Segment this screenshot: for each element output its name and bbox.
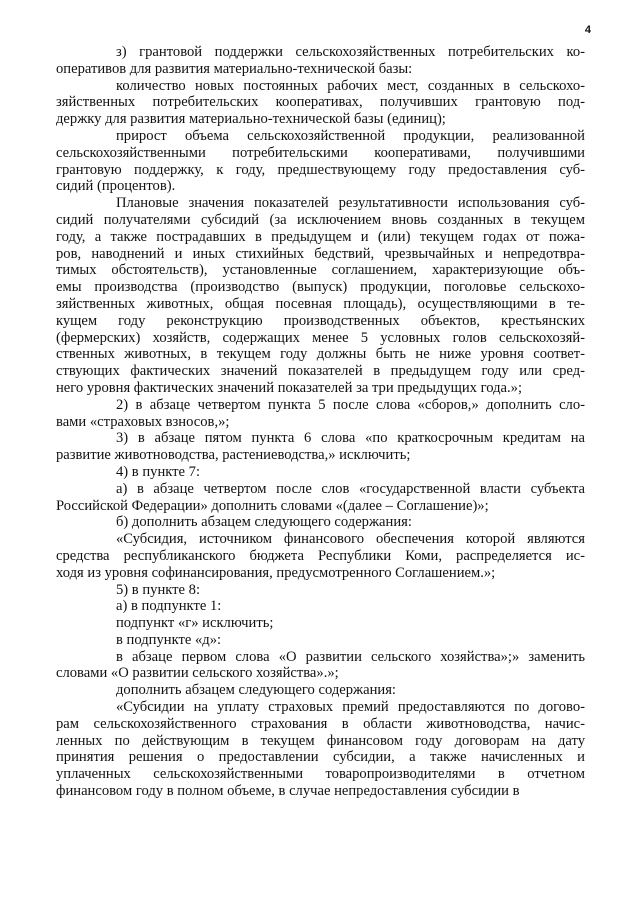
paragraph (86, 464, 585, 481)
paragraph (56, 531, 585, 581)
text-line: оперативов для развития материально-технической базы: (56, 60, 413, 77)
paragraph (56, 195, 585, 397)
text-line: в подпункте «д»: (116, 631, 222, 648)
text-line: подпункт «г» исключить; (116, 615, 274, 632)
text-line: зяйственных потребительских кооперативах, получивших грантовую под- (56, 94, 585, 111)
paragraph (56, 430, 585, 464)
text-line: словами «О развитии сельского хозяйства».»; (56, 665, 339, 682)
text-line: ленных по действующим в текущем финансовом году договорам на дату (56, 732, 585, 749)
text-line: сидий (процентов). (56, 178, 176, 195)
text-line: ров, наводнений и иных стихийных бедствий, чрезвычайных и непредотвра- (56, 245, 585, 262)
text-line: сидий получателями субсидий (за исключением вновь созданных в текущем (56, 211, 585, 228)
paragraph (86, 615, 585, 632)
text-line: рам сельскохозяйственного страхования в области животноводства, начис- (56, 715, 585, 732)
text-line: финансовом году в полном объеме, в случае непредоставления субсидии в (56, 783, 520, 800)
text-line: сельскохозяйственными потребительскими кооперативами, получившими (56, 144, 585, 161)
text-line: 5) в пункте 8: (116, 581, 201, 598)
text-line: грантовую поддержку, к году, предшествующему году предоставления суб- (56, 161, 585, 178)
paragraph (56, 77, 585, 128)
text-line: дополнить абзацем следующего содержания: (116, 682, 396, 699)
text-line: «Субсидия, источником финансового обеспечения которой являются (116, 531, 585, 548)
text-line: принятия решения о предоставлении субсидии, а также начисленных и (56, 749, 585, 766)
text-line: развитие животноводства, растениеводства,» исключить; (56, 447, 411, 464)
text-line: средства республиканского бюджета Республики Коми, распределяется ис- (56, 547, 585, 564)
text-line: ственных животных, в текущем году должны быть не ниже уровня соответ- (56, 346, 585, 363)
paragraph (56, 127, 585, 195)
paragraph (56, 699, 585, 800)
text-line: Плановые значения показателей результативности использования суб- (116, 195, 585, 212)
text-line: (фермерских) хозяйств, содержащих менее 5 условных голов сельскохозяй- (56, 329, 585, 346)
page-number: 4 (584, 24, 591, 36)
text-line: 2) в абзаце четвертом пункта 5 после слова «сборов,» дополнить сло- (116, 396, 585, 413)
paragraph (86, 514, 585, 531)
text-line: кущем году реконструкцию производственных объектов, крестьянских (56, 312, 585, 329)
text-line: него уровня фактических значений показателей за три предыдущих года.»; (56, 379, 523, 396)
paragraph (56, 396, 585, 431)
text-line: а) в абзаце четвертом после слов «государственной власти субъекта (116, 480, 585, 497)
text-line: ходя из уровня софинансирования, предусмотренного Соглашением.»; (56, 564, 496, 581)
text-line: прирост объема сельскохозяйственной продукции, реализованной (116, 127, 585, 144)
text-line: з) грантовой поддержки сельскохозяйственных потребительских ко- (116, 44, 585, 60)
text-line: количество новых постоянных рабочих мест, созданных в сельскохо- (116, 77, 585, 94)
text-line: 3) в абзаце пятом пункта 6 слова «по краткосрочным кредитам на (116, 430, 585, 447)
paragraph (86, 632, 585, 649)
text-line: зяйственных животных, общая посевная площадь), осуществляющими в те- (56, 295, 585, 312)
paragraph (86, 598, 585, 615)
paragraph (56, 480, 585, 515)
paragraph (86, 582, 585, 599)
text-line: Российской Федерации» дополнить словами «(далее – Соглашение)»; (56, 497, 489, 514)
text-line: вами «страховых взносов,»; (56, 413, 230, 430)
text-line: уплаченных сельскохозяйственными товаропроизводителями в отчетном (56, 766, 585, 783)
text-line: году, а также пострадавших в предыдущем и (или) текущем годах от пожа- (56, 228, 585, 245)
paragraph (86, 682, 585, 699)
text-line: держку для развития материально-технической базы (единиц); (56, 111, 446, 128)
text-line: б) дополнить абзацем следующего содержания: (116, 514, 412, 531)
text-line: а) в подпункте 1: (116, 598, 222, 615)
text-line: «Субсидии на уплату страховых премий предоставляются по догово- (116, 699, 585, 716)
text-line: в абзаце первом слова «О развитии сельского хозяйства»;» заменить (116, 648, 585, 665)
document-body (56, 44, 585, 800)
paragraph (56, 648, 585, 683)
paragraph (56, 44, 585, 78)
text-line: тимых обстоятельств), установленные соглашением, характеризующие объ- (56, 262, 585, 279)
text-line: 4) в пункте 7: (116, 463, 201, 480)
text-line: ствующих фактических значений показателей в предыдущем году или сред- (56, 363, 585, 380)
text-line: емы производства (производство (выпуск) продукции, поголовье сельскохо- (56, 279, 585, 296)
